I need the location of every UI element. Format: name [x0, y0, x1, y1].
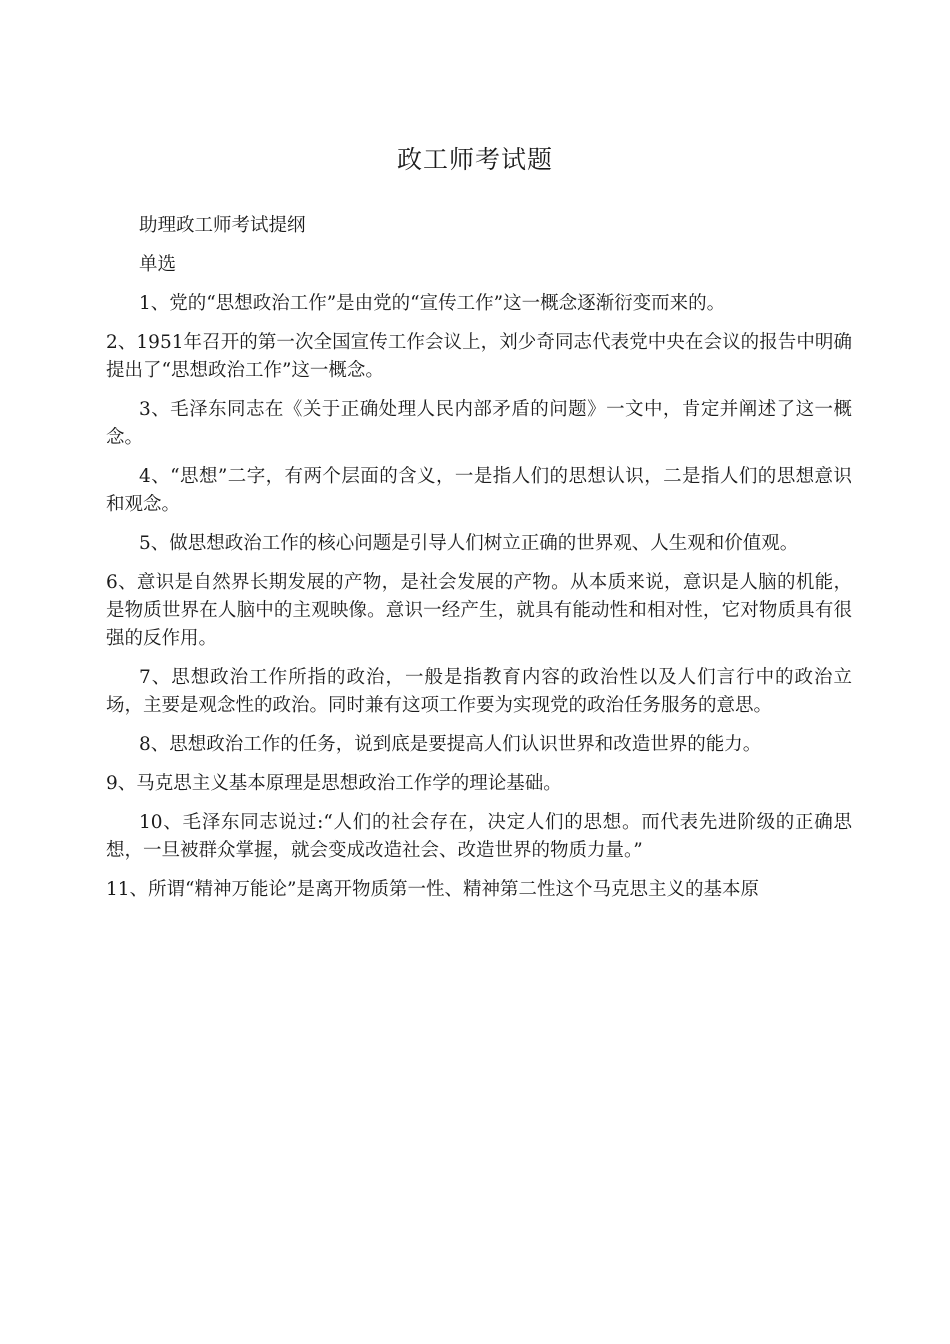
paragraph: 助理政工师考试提纲 — [139, 215, 306, 236]
paragraph: 10、毛泽东同志说过:“人们的社会存在，决定人们的思想。而代表先进阶级的正确思想，一旦被群众掌握，就会变成改造社会、改造世界的物质力量。” — [106, 812, 853, 861]
paragraph: 9、马克思主义基本原理是思想政治工作学的理论基础。 — [106, 773, 562, 794]
paragraph: 4、“思想”二字，有两个层面的含义，一是指人们的思想认识，二是指人们的思想意识和观念。 — [106, 466, 852, 515]
paragraph: 1、党的“思想政治工作”是由党的“宣传工作”这一概念逐渐衍变而来的。 — [139, 293, 726, 314]
paragraph: 6、意识是自然界长期发展的产物，是社会发展的产物。从本质来说，意识是人脑的机能，是物质世界在人脑中的主观映像。意识一经产生，就具有能动性和相对性，它对物质具有很强的反作用。 — [106, 572, 852, 649]
paragraph: 5、做思想政治工作的核心问题是引导人们树立正确的世界观、人生观和价值观。 — [139, 533, 799, 554]
paragraph: 2、1951年召开的第一次全国宣传工作会议上，刘少奇同志代表党中央在会议的报告中明确提出了“思想政治工作”这一概念。 — [106, 332, 852, 381]
paragraph: 单选 — [139, 254, 177, 275]
paragraph: 7、思想政治工作所指的政治，一般是指教育内容的政治性以及人们言行中的政治立场，主要是观念性的政治。同时兼有这项工作要为实现党的政治任务服务的意思。 — [106, 667, 852, 716]
paragraph: 3、毛泽东同志在《关于正确处理人民内部矛盾的问题》一文中，肯定并阐述了这一概念。 — [106, 399, 852, 448]
document-body — [106, 212, 852, 915]
document-title: 政工师考试题 — [396, 145, 553, 174]
paragraph: 11、所谓“精神万能论”是离开物质第一性、精神第二性这个马克思主义的基本原 — [106, 879, 759, 900]
paragraph: 8、思想政治工作的任务，说到底是要提高人们认识世界和改造世界的能力。 — [139, 734, 762, 755]
